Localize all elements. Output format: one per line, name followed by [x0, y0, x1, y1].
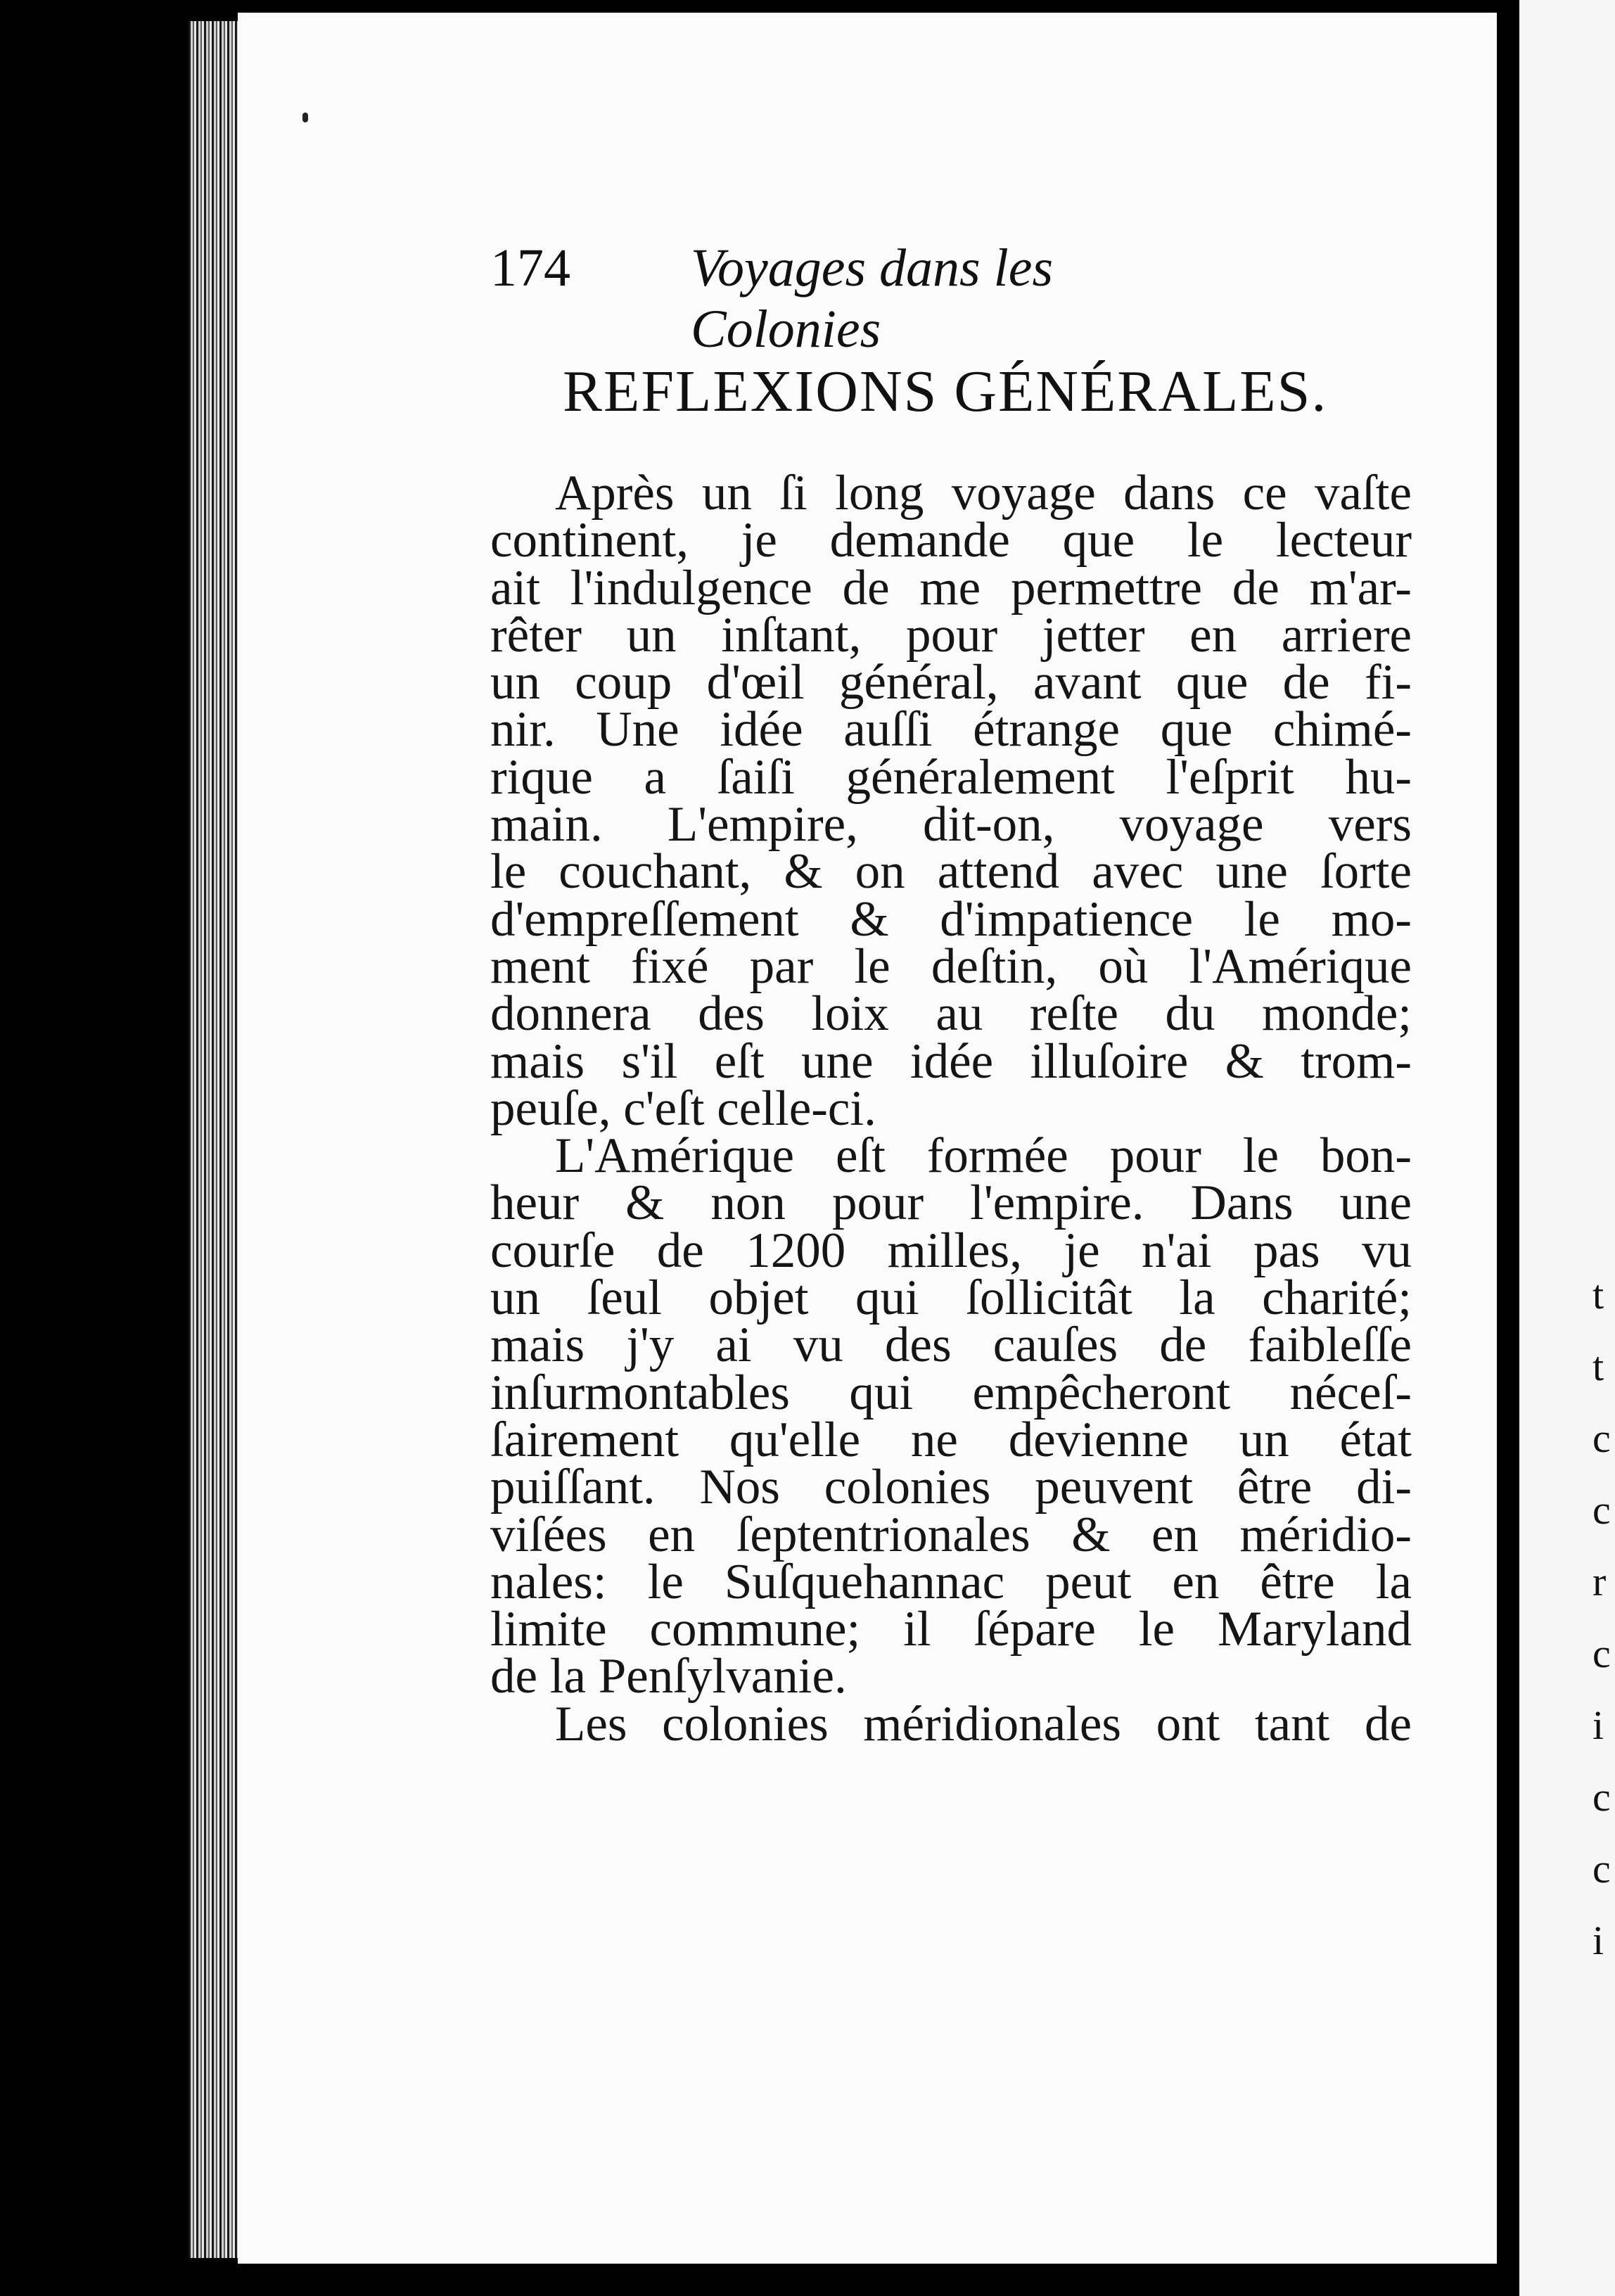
text-line: donnera des loix au reſte du monde;	[490, 986, 1412, 1042]
text-line: mais j'y ai vu des cauſes de faibleſſe	[490, 1318, 1412, 1373]
text-line: continent, je demande que le lecteur	[490, 513, 1412, 568]
page-number: 174	[490, 238, 570, 298]
text-line: le couchant, & on attend avec une ſorte	[490, 844, 1412, 900]
text-line: courſe de 1200 milles, je n'ai pas vu	[490, 1223, 1412, 1278]
text-line: Les colonies méridionales ont tant de	[555, 1696, 1412, 1752]
facing-letter: i	[1592, 1918, 1604, 1963]
text-line: ait l'indulgence de me permettre de m'ar-	[490, 560, 1412, 616]
page-edge	[189, 21, 238, 2258]
text-line: mais s'il eſt une idée illuſoire & trom-	[490, 1033, 1412, 1089]
running-head: Voyages dans les Colonies	[691, 238, 1054, 359]
text-line: viſées en ſeptentrionales & en méridio-	[490, 1507, 1412, 1562]
text-line: ment fixé par le deſtin, où l'Amérique	[490, 938, 1412, 994]
text-line: main. L'empire, dit-on, voyage vers	[490, 797, 1412, 853]
text-line: d'empreſſement & d'impatience le mo-	[490, 891, 1412, 947]
facing-letter: c	[1592, 1487, 1611, 1533]
text-line: ſairement qu'elle ne devienne un état	[490, 1412, 1412, 1467]
text-line: L'Amérique eſt formée pour le bon-	[555, 1128, 1412, 1184]
text-line: inſurmontables qui empêcheront néceſ-	[490, 1365, 1412, 1420]
section-title: REFLEXIONS GÉNÉRALES.	[563, 359, 1328, 424]
page-header	[490, 238, 1215, 359]
facing-letter: c	[1592, 1774, 1611, 1820]
facing-letter: c	[1592, 1415, 1611, 1461]
text-line: limite commune; il ſépare le Maryland	[490, 1602, 1412, 1657]
page-speck	[302, 113, 308, 122]
text-line: de la Penſylvanie.	[490, 1649, 847, 1704]
text-line: un ſeul objet qui ſollicitât la charité;	[490, 1270, 1412, 1326]
facing-letter: c	[1592, 1846, 1611, 1892]
facing-letter: c	[1592, 1631, 1611, 1676]
facing-page-letters	[1592, 1259, 1615, 1977]
text-line: Après un ſi long voyage dans ce vaſte	[555, 466, 1412, 521]
text-line: peuſe, c'eſt celle-ci.	[490, 1080, 876, 1136]
text-line: un coup d'œil général, avant que de fi-	[490, 655, 1412, 710]
text-line: heur & non pour l'empire. Dans une	[490, 1175, 1412, 1231]
facing-letter: t	[1592, 1344, 1604, 1389]
text-line: nales: le Suſquehannac peut en être la	[490, 1554, 1412, 1609]
text-line: nir. Une idée auſſi étrange que chimé-	[490, 702, 1412, 758]
text-line: rique a ſaiſi généralement l'eſprit hu-	[490, 749, 1412, 805]
facing-letter: t	[1592, 1272, 1604, 1318]
text-line: puiſſant. Nos colonies peuvent être di-	[490, 1460, 1412, 1515]
facing-letter: r	[1592, 1559, 1607, 1605]
facing-letter: i	[1592, 1702, 1604, 1748]
text-line: rêter un inſtant, pour jetter en arriere	[490, 607, 1412, 663]
body-text	[490, 466, 1412, 1752]
